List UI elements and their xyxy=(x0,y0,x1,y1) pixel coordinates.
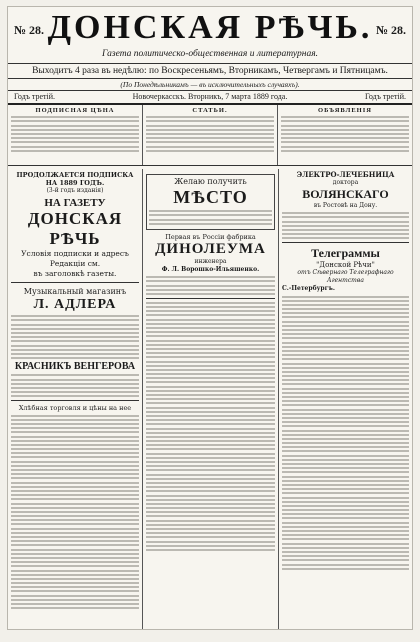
issue-number-right: № 28. xyxy=(375,23,406,37)
subscription-notice-year: (3-й годъ изданія) xyxy=(46,187,104,194)
grain-trade-header: Хлѣбная торговля и цѣны на нее xyxy=(18,404,132,413)
second-shop-name: КРАСНИКЪ ВЕНГЕРОВА xyxy=(14,361,136,373)
articles-header: СТАТЬИ. xyxy=(192,107,228,114)
doctor-name: ВОЛЯНСКАГО xyxy=(302,187,389,201)
newspaper-page xyxy=(7,6,413,630)
dateline xyxy=(8,90,412,105)
place-word: МѢСТО xyxy=(173,187,248,207)
schedule-note: (По Понедѣльникамъ — въ исключительныхъ случаяхъ). xyxy=(120,80,300,89)
paper-name-ad: ДОНСКАЯ РѢЧЬ xyxy=(27,209,123,248)
year-left: Годъ третій. xyxy=(14,92,56,101)
telegrams-subheader: "Донской Рѣчи" xyxy=(316,261,375,270)
column-right xyxy=(279,169,412,629)
masthead xyxy=(8,7,412,63)
column-left xyxy=(8,169,143,629)
factory-owner: Ф. Л. Ворошко-Ильяшенко. xyxy=(161,265,260,273)
column-middle xyxy=(143,169,279,629)
issue-date: Новочеркасскъ. Вторникъ, 7 марта 1889 года. xyxy=(132,92,288,101)
price-header: ПОДПИСНАЯ ЦѢНА xyxy=(35,107,115,114)
price-text xyxy=(11,116,139,152)
music-shop-name: Л. АДЛЕРА xyxy=(33,297,117,312)
ads-section xyxy=(278,105,412,165)
doctor-label: доктора xyxy=(332,179,359,186)
wish-label: Желаю получить xyxy=(174,177,247,186)
engineer-word: инженера xyxy=(194,257,227,265)
subscription-notice: ПРОДОЛЖАЕТСЯ ПОДПИСКА НА 1889 ГОДЪ. xyxy=(16,171,134,187)
year-right: Годъ третій. xyxy=(364,92,406,101)
top-sections xyxy=(8,105,412,166)
factory-line: Первая въ Россіи фабрика xyxy=(165,232,256,241)
conditions-line-2: въ заголовкѣ газеты. xyxy=(33,269,117,278)
clinic-label: ЭЛЕКТРО-ЛЕЧЕБНИЦА xyxy=(296,170,395,179)
telegraph-agency: отъ Сѣвернаго Телеграфнаго Агентства xyxy=(297,269,394,285)
ads-header: ОБЪЯВЛЕНІЯ xyxy=(318,107,372,114)
wish-place-ad xyxy=(146,174,275,230)
newspaper-subtitle: Газета политическо-общественная и литературная. xyxy=(101,49,319,59)
music-shop-label: Музыкальный магазинъ xyxy=(23,287,127,296)
columns xyxy=(8,169,412,629)
spb-dateline: С.-Петербургъ. xyxy=(282,285,335,293)
articles-text xyxy=(146,116,274,152)
publication-schedule: Выходитъ 4 раза въ недѣлю: по Воскресеньямъ, Вторникамъ, Четвергамъ и Пятницамъ. xyxy=(8,63,412,79)
telegrams-header: Телеграммы xyxy=(311,246,380,261)
articles-section xyxy=(143,105,278,165)
issue-number-left: № 28. xyxy=(14,23,45,37)
ads-text xyxy=(281,116,409,152)
na-gazetu: НА ГАЗЕТУ xyxy=(44,197,106,209)
price-section xyxy=(8,105,143,165)
clinic-city: въ Ростовѣ на Дону. xyxy=(313,202,378,209)
dinoleum-word: ДИНОЛЕУМА xyxy=(155,240,266,257)
newspaper-title: ДОНСКАЯ РѢЧЬ. xyxy=(47,9,373,46)
conditions-line: Условія подписки и адресъ Редакціи см. xyxy=(21,249,129,268)
